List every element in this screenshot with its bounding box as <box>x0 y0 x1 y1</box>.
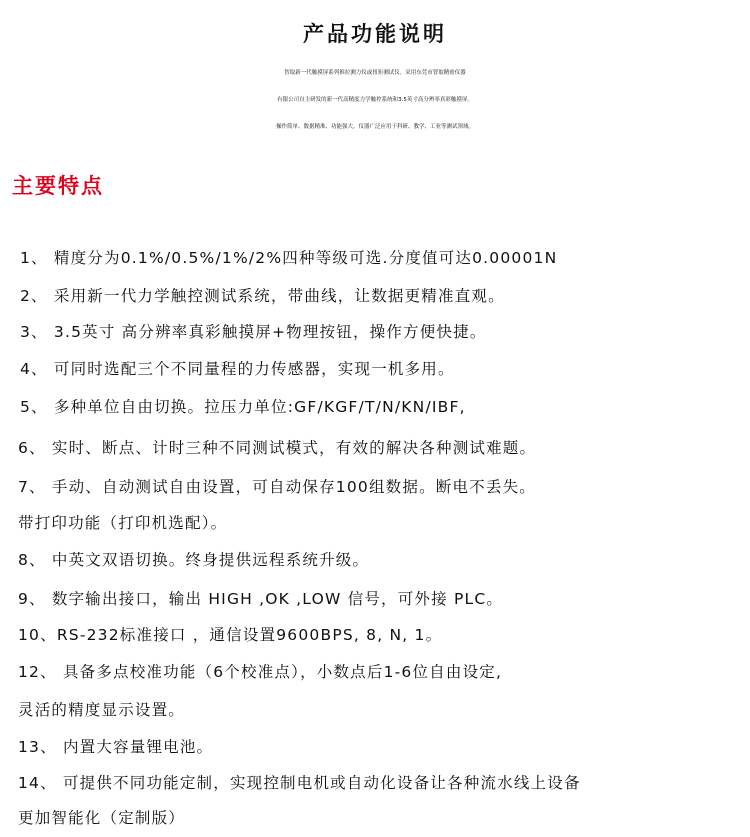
feature-item-continuation: 灵活的精度显示设置。 <box>18 701 186 719</box>
features-heading: 主要特点 <box>12 174 104 198</box>
feature-item: 6、 实时、断点、计时三种不同测试模式，有效的解决各种测试难题。 <box>18 439 537 457</box>
feature-item: 3、 3.5英寸 高分辨率真彩触摸屏+物理按钮，操作方便快捷。 <box>20 323 487 341</box>
feature-item: 8、 中英文双语切换。终身提供远程系统升级。 <box>18 551 370 569</box>
feature-item: 10、RS-232标准接口 ，通信设置9600BPS, 8, N, 1。 <box>18 626 443 644</box>
feature-item: 5、 多种单位自由切换。拉压力单位:GF/KGF/T/N/KN/IBF, <box>20 398 466 416</box>
feature-item: 14、 可提供不同功能定制，实现控制电机或自动化设备让各种流水线上设备 <box>18 774 581 792</box>
feature-item: 7、 手动、自动测试自由设置，可自动保存100组数据。断电不丢失。 <box>18 478 536 496</box>
feature-item-continuation: 带打印功能（打印机选配）。 <box>18 514 228 532</box>
feature-item-continuation: 更加智能化（定制版） <box>18 809 186 827</box>
intro-line: 智取新一代触摸屏系列推拉测力仪或扭矩测试仪。采用东莞市智取精密仪器 <box>284 70 466 76</box>
feature-item: 2、 采用新一代力学触控测试系统，带曲线，让数据更精准直观。 <box>20 287 505 305</box>
feature-item: 1、 精度分为0.1%/0.5%/1%/2%四种等级可选.分度值可达0.00001N <box>20 249 558 267</box>
intro-paragraph <box>0 60 750 141</box>
intro-line: 有限公司自主研发的新一代高精度力学触控系统和3.5英寸高分辨率真彩触摸屏。 <box>277 97 473 103</box>
feature-item: 4、 可同时选配三个不同量程的力传感器，实现一机多用。 <box>20 360 455 378</box>
intro-line: 操作简单、数据精准、功能强大。仪器广泛应用于科研、教学、工业等测试领域。 <box>275 124 474 130</box>
feature-item: 9、 数字输出接口，输出 HIGH ,OK ,LOW 信号，可外接 PLC。 <box>18 590 504 608</box>
document-title: 产品功能说明 <box>303 22 447 46</box>
feature-item: 12、 具备多点校准功能（6个校准点），小数点后1-6位自由设定, <box>18 663 503 681</box>
feature-item: 13、 内置大容量锂电池。 <box>18 738 214 756</box>
